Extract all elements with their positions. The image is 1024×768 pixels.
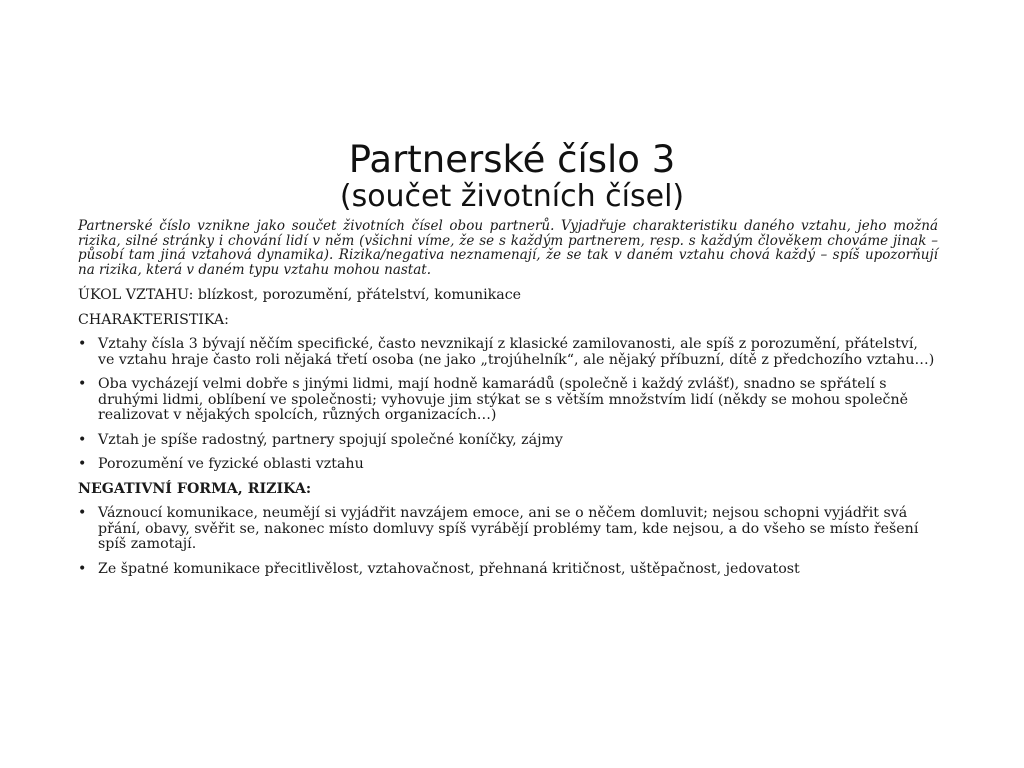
relationship-task: ÚKOL VZTAHU: blízkost, porozumění, přátelství, komunikace [78,287,522,303]
list-item-text: Vztah je spíše radostný, partnery spojují společné koníčky, zájmy [98,431,563,448]
title-line-2: (součet životních čísel) [339,179,685,214]
title-line-1: Partnerské číslo 3 [348,138,676,181]
bullet-icon: • [78,336,87,352]
list-item [78,377,938,424]
list-item [78,433,938,449]
intro-paragraph: Partnerské číslo vznikne jako součet životních čísel obou partnerů. Vyjadřuje charakteristiku daného vztahu, jeho možná rizika, silné stránky i chování lidí v něm (všichni víme, že se s každým partnerem, resp. s každým člověkem chováme jinak – působí tam jiná vztahová dynamika). Rizika/negativa neznamenají, že se tak v daném vztahu chová každý – spíš upozorňují na rizika, která v daném typu vztahu mohou nastat. [78,218,938,278]
characteristics-list [78,337,938,473]
slide-title [0,140,1024,214]
risks-list [78,506,938,577]
list-item [78,562,938,578]
list-item-text: Váznoucí komunikace, neumějí si vyjádřit navzájem emoce, ani se o něčem domluvit; nejsou schopni vyjádřit svá přání, obavy, svěřit se, nakonec místo domluvy spíš vyrábějí problémy tam, kde nejsou, a do všeho se místo řešení spíš zamotají. [98,505,919,552]
risks-heading: NEGATIVNÍ FORMA, RIZIKA: [78,480,312,497]
bullet-icon: • [78,431,87,448]
list-item-text: Porozumění ve fyzické oblasti vztahu [98,456,364,472]
bullet-icon: • [78,560,87,577]
list-item-text: Ze špatné komunikace přecitlivělost, vztahovačnost, přehnaná kritičnost, uštěpačnost, jedovatost [98,560,800,577]
bullet-icon: • [78,376,87,392]
list-item [78,457,938,473]
list-item [78,506,938,553]
characteristics-heading: CHARAKTERISTIKA: [78,311,229,328]
list-item-text: Vztahy čísla 3 bývají něčím specifické, často nevznikají z klasické zamilovanosti, ale spíš z porozumění, přátelství, ve vztahu hraje často roli nějaká třetí osoba (ne jako „trojúhelník“, ale nějaký příbuzní, dítě z předchozího vztahu…) [98,336,935,368]
bullet-icon: • [78,456,87,472]
bullet-icon: • [78,505,87,521]
list-item [78,337,938,368]
list-item-text: Oba vycházejí velmi dobře s jinými lidmi, mají hodně kamarádů (společně i každý zvlášť), snadno se spřátelí s druhými lidmi, oblíbení ve společnosti; vyhovuje jim stýkat se s větším množstvím lidí (někdy se mohou společně realizovat v nějakých spolcích, různých organizacích…) [98,376,908,423]
slide-content [78,219,938,586]
